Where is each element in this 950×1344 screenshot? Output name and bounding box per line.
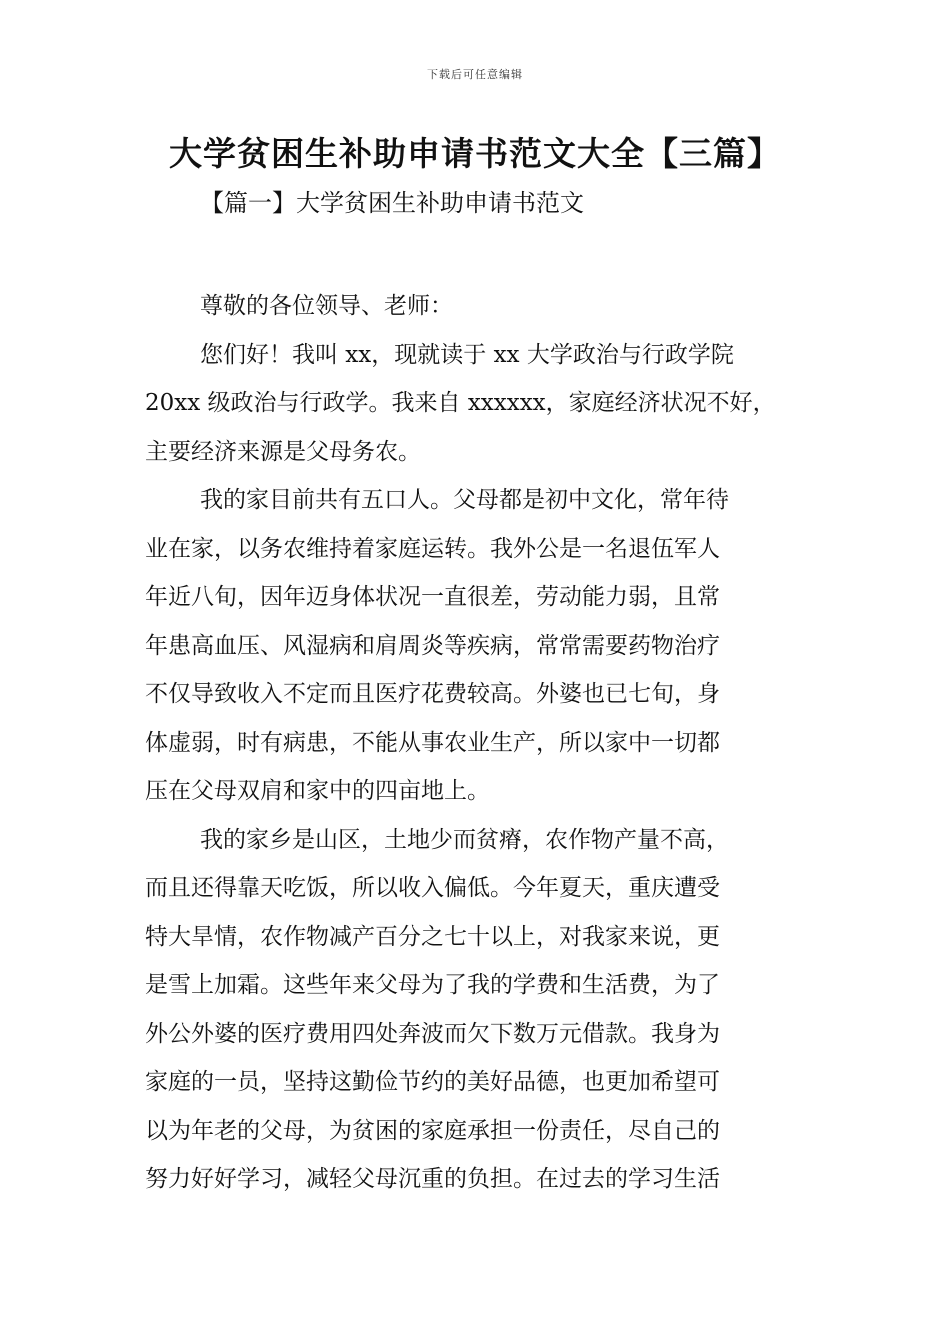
text-line: 家庭的一员，坚持这勤俭节约的美好品德，也更加希望可 bbox=[145, 1069, 720, 1095]
section-heading: 【篇一】大学贫困生补助申请书范文 bbox=[200, 189, 584, 217]
text-line: 特大旱情，农作物减产百分之七十以上，对我家来说，更 bbox=[145, 923, 720, 950]
text-line: 以为年老的父母，为贫困的家庭承担一份责任，尽自己的 bbox=[145, 1117, 720, 1144]
text-line: 年近八旬，因年迈身体状况一直很差，劳动能力弱，且常 bbox=[145, 584, 720, 610]
paragraph-family bbox=[145, 476, 815, 816]
text-line: 20xx 级政治与行政学。我来自 xxxxxx，家庭经济状况不好， bbox=[145, 390, 776, 416]
text-line: 我的家目前共有五口人。父母都是初中文化，常年待 bbox=[200, 487, 729, 513]
text-line: 尊敬的各位领导、老师： bbox=[200, 293, 453, 319]
paragraph-salutation bbox=[145, 282, 815, 331]
text-line: 主要经济来源是父母务农。 bbox=[145, 438, 421, 465]
text-line: 我的家乡是山区，土地少而贫瘠，农作物产量不高， bbox=[200, 826, 729, 853]
paragraph-hometown bbox=[145, 816, 815, 1204]
text-line: 体虚弱，时有病患，不能从事农业生产，所以家中一切都 bbox=[145, 729, 720, 756]
text-line: 努力好好学习，减轻父母沉重的负担。在过去的学习生活 bbox=[145, 1166, 720, 1192]
document-title: 大学贫困生补助申请书范文大全【三篇】 bbox=[169, 134, 781, 173]
text-line: 您们好！我叫 xx，现就读于 xx 大学政治与行政学院 bbox=[200, 341, 734, 368]
text-line: 业在家，以务农维持着家庭运转。我外公是一名退伍军人 bbox=[145, 535, 720, 562]
text-line: 压在父母双肩和家中的四亩地上。 bbox=[145, 778, 490, 804]
text-line: 年患高血压、风湿病和肩周炎等疾病，常常需要药物治疗 bbox=[145, 632, 720, 659]
text-line: 而且还得靠天吃饭，所以收入偏低。今年夏天，重庆遭受 bbox=[145, 875, 720, 901]
text-line: 是雪上加霜。这些年来父母为了我的学费和生活费，为了 bbox=[145, 972, 720, 998]
text-line: 外公外婆的医疗费用四处奔波而欠下数万元借款。我身为 bbox=[145, 1020, 720, 1047]
document-body bbox=[145, 282, 815, 1204]
paragraph-introduction bbox=[145, 331, 815, 477]
text-line: 不仅导致收入不定而且医疗花费较高。外婆也已七旬，身 bbox=[145, 681, 720, 707]
header-note: 下载后可任意编辑 bbox=[427, 68, 523, 81]
